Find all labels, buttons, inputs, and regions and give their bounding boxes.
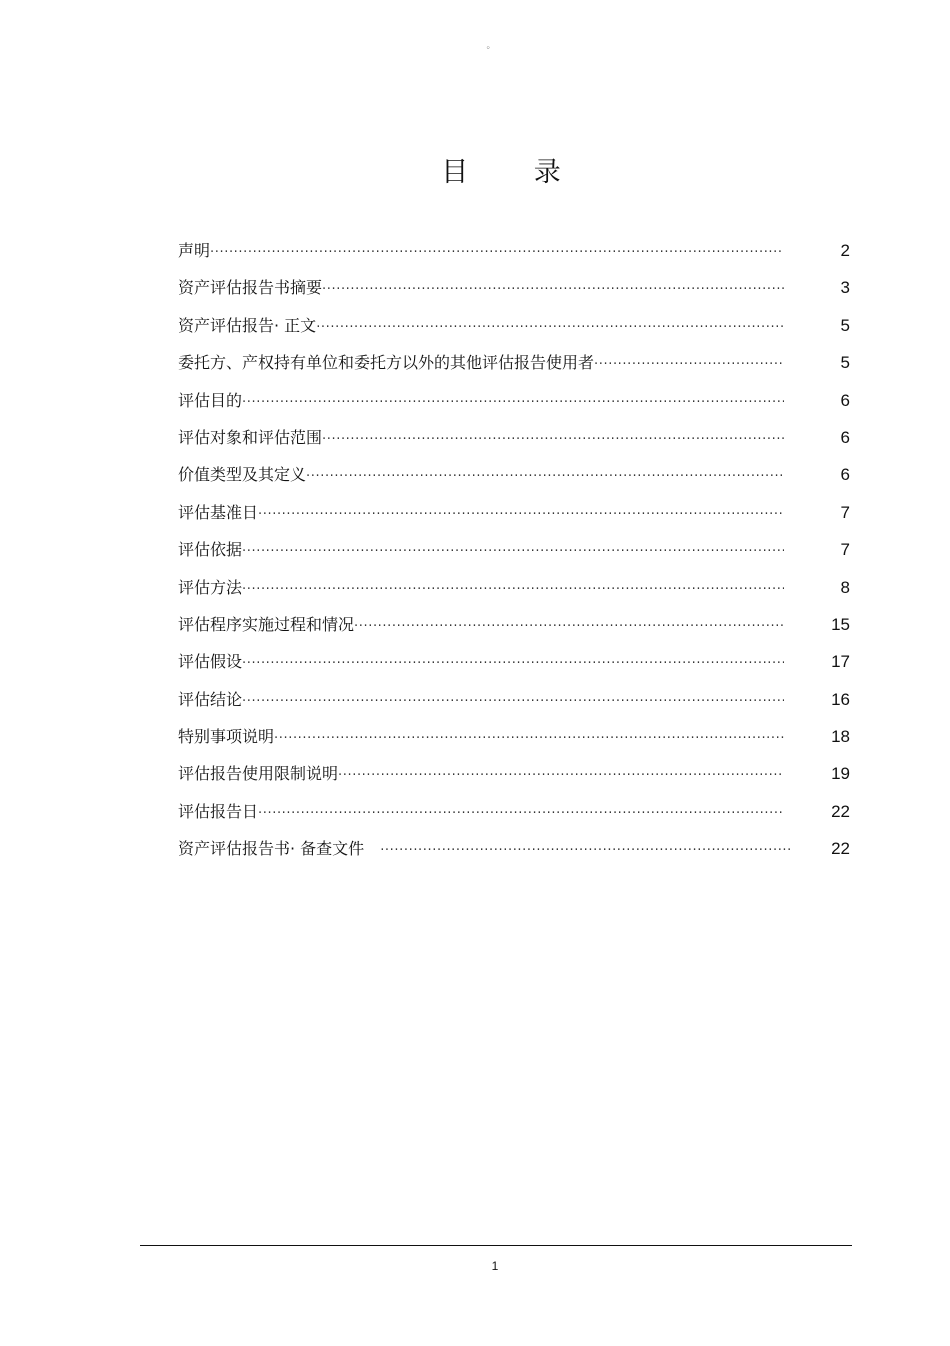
- toc-entry-page: 2: [840, 241, 850, 260]
- page-title: 目 录: [441, 157, 563, 188]
- toc-entry[interactable]: [178, 269, 850, 306]
- toc-entry-label: 价值类型及其定义: [178, 465, 307, 485]
- toc-leader-dots: [354, 608, 784, 645]
- toc-entry-label: 声明: [178, 241, 211, 260]
- toc-entry[interactable]: [178, 755, 850, 792]
- toc-leader-dots: [242, 533, 784, 570]
- toc-entry-label: 资产评估报告· 正文: [178, 315, 317, 335]
- toc-entry-page: 17: [831, 652, 850, 672]
- toc-entry-page: 7: [840, 540, 850, 560]
- toc-entry[interactable]: [178, 307, 850, 344]
- toc-leader-dots: [242, 384, 784, 421]
- toc-leader-dots: [258, 496, 784, 533]
- toc-entry-page: 6: [840, 465, 850, 485]
- toc-entry-page: 8: [840, 577, 850, 597]
- toc-leader-dots: [242, 645, 784, 682]
- toc-entry-page: 16: [831, 689, 850, 709]
- toc-entry-page: 3: [840, 278, 850, 298]
- toc-entry-page: 5: [840, 353, 850, 373]
- toc-entry-page: 15: [831, 614, 850, 634]
- toc-entry[interactable]: [178, 456, 850, 493]
- toc-entry-label: 评估报告日: [178, 801, 259, 821]
- toc-entry[interactable]: [178, 419, 850, 456]
- toc-entry-page: 6: [840, 427, 850, 447]
- toc-entry-label: 评估目的: [178, 390, 243, 410]
- toc-leader-dots: [594, 346, 784, 383]
- toc-entry[interactable]: [178, 830, 850, 867]
- toc-entry-label: 评估报告使用限制说明: [178, 764, 339, 784]
- toc-entry-label: 评估依据: [178, 540, 243, 560]
- toc-leader-dots: [242, 683, 784, 720]
- toc-leader-dots: [380, 832, 792, 869]
- toc-entry[interactable]: [178, 494, 850, 531]
- header-mark: 。: [486, 41, 496, 51]
- toc-leader-dots: [274, 720, 784, 757]
- toc-entry-label: 评估对象和评估范围: [178, 427, 323, 447]
- toc-entry-label: 评估结论: [178, 689, 243, 709]
- toc-entry-label: 评估基准日: [178, 502, 259, 522]
- toc-leader-dots: [322, 271, 784, 308]
- toc-leader-dots: [306, 458, 784, 495]
- toc-entry-page: 6: [840, 390, 850, 410]
- toc-entry[interactable]: [178, 382, 850, 419]
- toc-entry[interactable]: [178, 344, 850, 381]
- toc-entry[interactable]: [178, 531, 850, 568]
- toc-leader-dots: [338, 757, 784, 794]
- table-of-contents: [178, 232, 850, 868]
- toc-leader-dots: [322, 421, 784, 458]
- toc-entry[interactable]: [178, 681, 850, 718]
- toc-leader-dots: [210, 234, 784, 271]
- toc-entry-label: 评估方法: [178, 577, 243, 597]
- toc-entry-page: 22: [831, 839, 850, 859]
- toc-entry-label: 委托方、产权持有单位和委托方以外的其他评估报告使用者: [178, 353, 595, 373]
- toc-entry-label: 评估假设: [178, 652, 243, 672]
- toc-entry-page: 18: [831, 727, 850, 747]
- toc-leader-dots: [316, 309, 784, 346]
- toc-entry-page: 22: [831, 801, 850, 821]
- toc-leader-dots: [258, 795, 784, 832]
- toc-entry[interactable]: [178, 793, 850, 830]
- toc-entry-page: 5: [840, 315, 850, 335]
- toc-entry[interactable]: [178, 232, 850, 269]
- toc-leader-dots: [242, 571, 784, 608]
- toc-entry[interactable]: [178, 718, 850, 755]
- toc-entry-label: 资产评估报告书摘要: [178, 278, 323, 298]
- toc-entry-page: 7: [840, 502, 850, 522]
- toc-entry-label: 评估程序实施过程和情况: [178, 614, 355, 634]
- page-number: 1: [491, 1259, 499, 1273]
- toc-entry[interactable]: [178, 569, 850, 606]
- footer-divider: [140, 1245, 852, 1246]
- toc-entry-page: 19: [831, 764, 850, 784]
- toc-entry[interactable]: [178, 606, 850, 643]
- toc-entry-label: 特别事项说明: [178, 727, 275, 747]
- toc-entry[interactable]: [178, 643, 850, 680]
- toc-entry-label: 资产评估报告书· 备查文件: [178, 839, 365, 859]
